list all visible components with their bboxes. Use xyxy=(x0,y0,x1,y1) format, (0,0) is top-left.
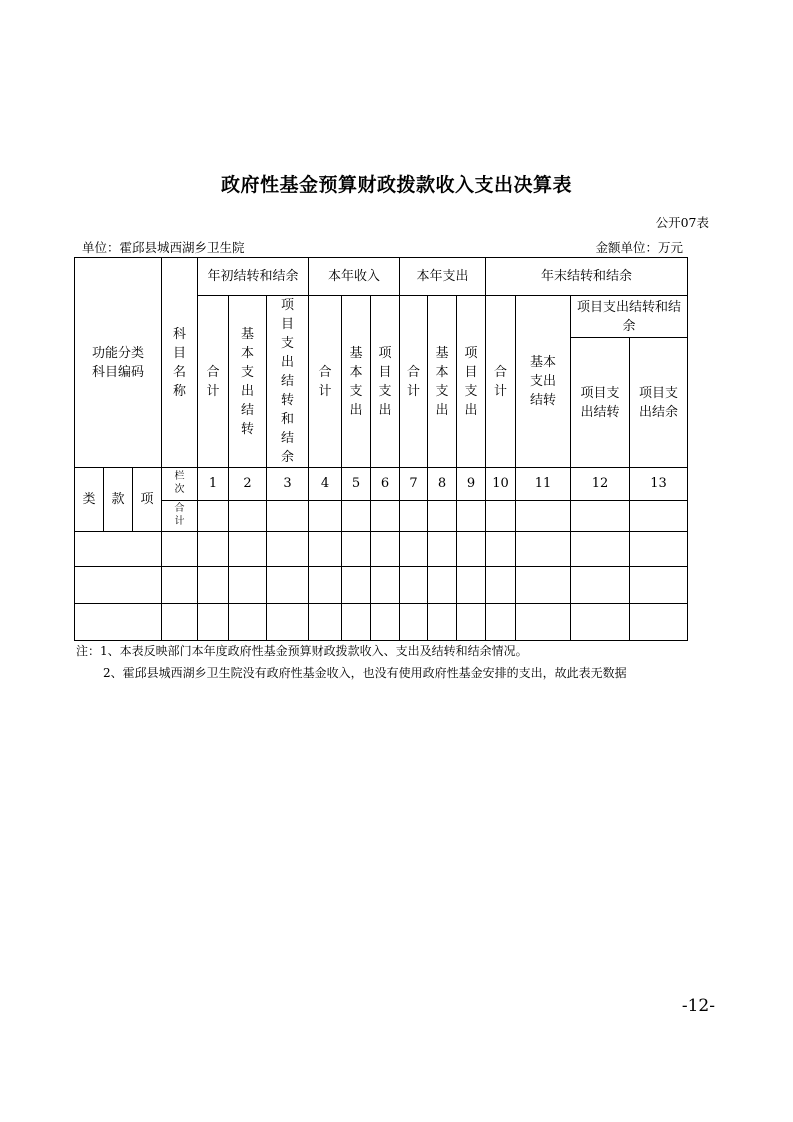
table-cell xyxy=(428,532,457,567)
col-number: 12 xyxy=(571,468,630,501)
col-number: 1 xyxy=(198,468,229,501)
header-end-total: 合计 xyxy=(486,296,516,468)
table-cell xyxy=(267,532,309,567)
header-end-balance: 年末结转和结余 xyxy=(486,258,688,296)
table-cell xyxy=(486,567,516,604)
table-row xyxy=(75,532,688,567)
header-end-project-balance: 项目支出结余 xyxy=(630,338,688,468)
table-cell xyxy=(75,532,162,567)
table-cell xyxy=(267,501,309,532)
document-title: 政府性基金预算财政拨款收入支出决算表 xyxy=(220,174,572,196)
table-cell xyxy=(75,604,162,641)
table-cell xyxy=(400,532,428,567)
table-cell xyxy=(162,604,198,641)
header-lei: 类 xyxy=(75,468,104,532)
table-cell xyxy=(571,604,630,641)
table-cell xyxy=(516,567,571,604)
header-subject-name: 科目名称 xyxy=(162,258,198,468)
col-number: 7 xyxy=(400,468,428,501)
col-number: 2 xyxy=(229,468,267,501)
table-cell xyxy=(198,567,229,604)
table-cell xyxy=(428,501,457,532)
table-cell xyxy=(400,567,428,604)
header-expense-basic: 基本支出 xyxy=(428,296,457,468)
table-cell xyxy=(198,501,229,532)
col-number: 3 xyxy=(267,468,309,501)
table-cell xyxy=(371,501,400,532)
header-kuan: 款 xyxy=(104,468,133,532)
table-cell xyxy=(309,532,342,567)
table-cell xyxy=(516,604,571,641)
col-number: 8 xyxy=(428,468,457,501)
header-expense-project: 项目支出 xyxy=(457,296,486,468)
header-end-project-carry: 项目支出结转 xyxy=(571,338,630,468)
table-cell xyxy=(428,567,457,604)
col-number: 9 xyxy=(457,468,486,501)
table-cell xyxy=(457,501,486,532)
amount-unit: 金额单位：万元 xyxy=(595,240,683,255)
table-cell xyxy=(342,532,371,567)
table-cell xyxy=(486,501,516,532)
table-cell xyxy=(630,532,688,567)
page-number: -12- xyxy=(681,996,715,1016)
header-end-basic-carry: 基本支出结转 xyxy=(516,296,571,468)
header-current-expense: 本年支出 xyxy=(400,258,486,296)
table-cell xyxy=(198,532,229,567)
final-accounts-table xyxy=(74,257,688,641)
table-cell xyxy=(428,604,457,641)
table-cell xyxy=(309,567,342,604)
col-number: 6 xyxy=(371,468,400,501)
table-cell xyxy=(630,604,688,641)
table-cell xyxy=(229,604,267,641)
table-cell xyxy=(162,567,198,604)
note-1: 注：1、本表反映部门本年度政府性基金预算财政拨款收入、支出及结转和结余情况。 xyxy=(76,644,528,658)
table-cell xyxy=(198,604,229,641)
table-cell xyxy=(229,532,267,567)
table-cell xyxy=(309,501,342,532)
col-number: 5 xyxy=(342,468,371,501)
table-cell xyxy=(571,532,630,567)
header-heji: 合计 xyxy=(162,501,198,532)
table-cell xyxy=(400,501,428,532)
table-cell xyxy=(571,567,630,604)
table-cell xyxy=(630,501,688,532)
col-number: 11 xyxy=(516,468,571,501)
col-number: 4 xyxy=(309,468,342,501)
header-xiang: 项 xyxy=(133,468,162,532)
table-cell xyxy=(571,501,630,532)
header-begin-balance: 年初结转和结余 xyxy=(198,258,309,296)
table-cell xyxy=(342,604,371,641)
header-income-total: 合计 xyxy=(309,296,342,468)
table-cell xyxy=(342,567,371,604)
header-begin-project-carry-balance: 项目支出结转和结余 xyxy=(267,296,309,468)
header-begin-total: 合计 xyxy=(198,296,229,468)
table-cell xyxy=(229,501,267,532)
table-cell xyxy=(371,532,400,567)
table-row xyxy=(75,604,688,641)
table-cell xyxy=(371,567,400,604)
note-2: 2、霍邱县城西湖乡卫生院没有政府性基金收入，也没有使用政府性基金安排的支出，故此表无数据 xyxy=(103,666,627,680)
table-cell xyxy=(371,604,400,641)
table-cell xyxy=(342,501,371,532)
col-number: 10 xyxy=(486,468,516,501)
header-function-code: 功能分类科目编码 xyxy=(75,258,162,468)
header-lanci: 栏次 xyxy=(162,468,198,501)
table-cell xyxy=(516,532,571,567)
header-current-income: 本年收入 xyxy=(309,258,400,296)
table-cell xyxy=(630,567,688,604)
table-cell xyxy=(267,604,309,641)
header-income-project: 项目支出 xyxy=(371,296,400,468)
table-cell xyxy=(229,567,267,604)
table-cell xyxy=(486,532,516,567)
form-number: 公开07表 xyxy=(655,215,709,230)
table-cell xyxy=(400,604,428,641)
table-row xyxy=(75,567,688,604)
header-expense-total: 合计 xyxy=(400,296,428,468)
table-cell xyxy=(267,567,309,604)
table-cell xyxy=(457,567,486,604)
col-number: 13 xyxy=(630,468,688,501)
table-cell xyxy=(162,532,198,567)
reporting-unit: 单位：霍邱县城西湖乡卫生院 xyxy=(82,240,245,255)
header-begin-basic-carry: 基本支出结转 xyxy=(229,296,267,468)
table-cell xyxy=(457,604,486,641)
table-cell xyxy=(309,604,342,641)
table-notes xyxy=(76,640,627,684)
table-cell xyxy=(75,567,162,604)
table-cell xyxy=(457,532,486,567)
header-end-project-carry-balance: 项目支出结转和结余 xyxy=(571,296,688,338)
table-cell xyxy=(486,604,516,641)
table-cell xyxy=(516,501,571,532)
header-income-basic: 基本支出 xyxy=(342,296,371,468)
